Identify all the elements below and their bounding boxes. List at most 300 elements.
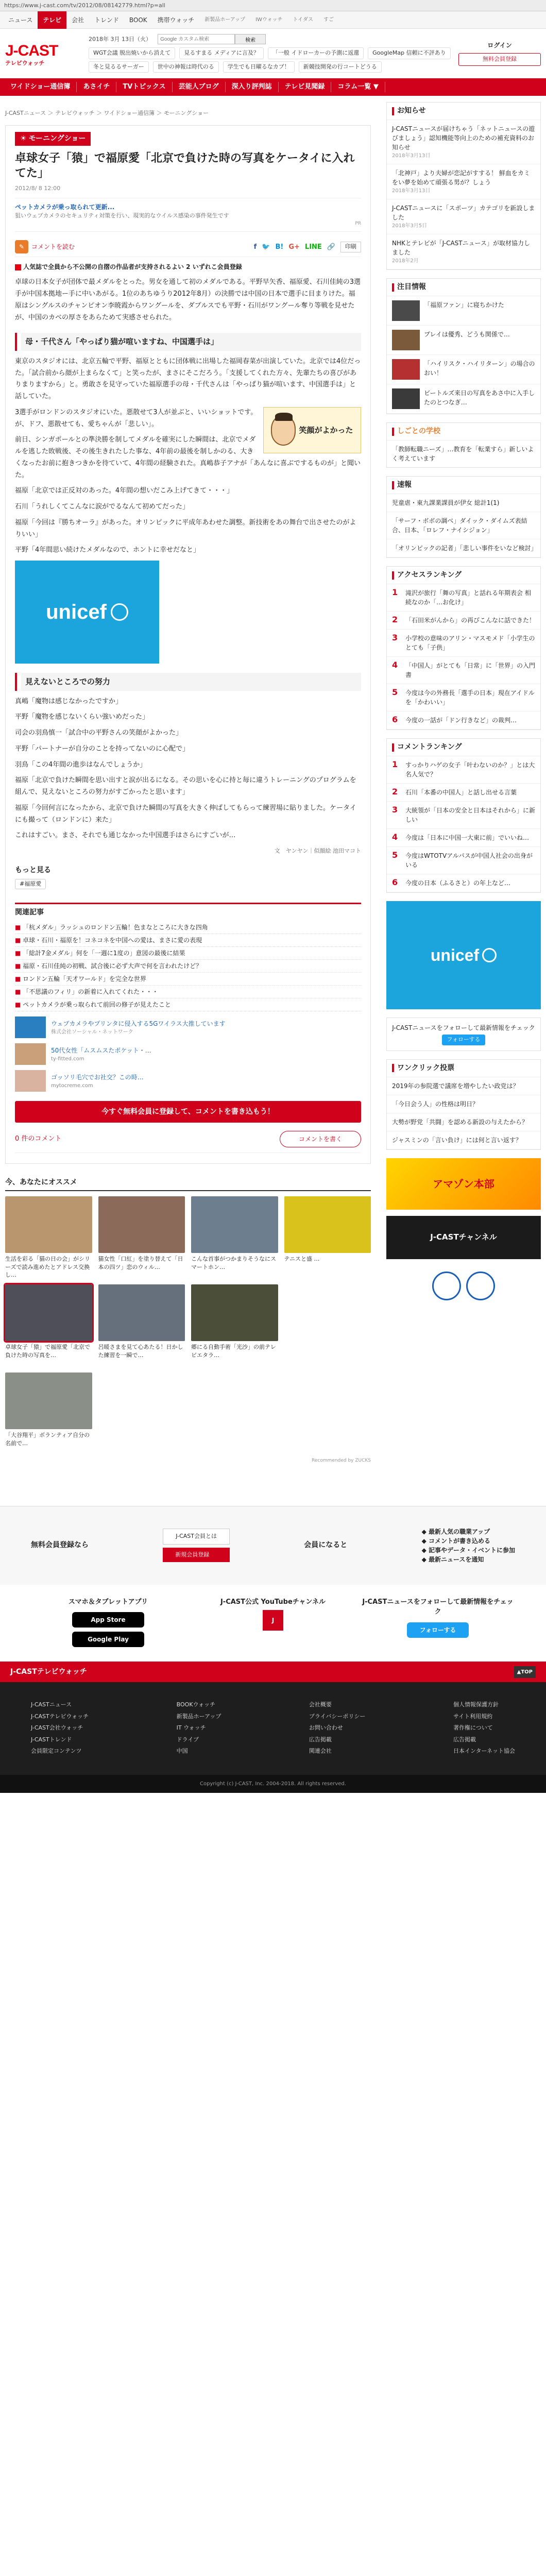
search-input[interactable] [158,34,235,44]
rec-card[interactable] [5,1372,92,1454]
ad-headline[interactable]: ペットカメラが乗っ取られて更新... [15,204,115,211]
gnav-item[interactable]: トイダス [293,16,313,23]
notice-heading: お知らせ [397,107,426,115]
join-button[interactable]: 今すぐ無料会員に登録して、コメントを書き込もう！ [15,1101,361,1123]
rank-number: 2 [392,787,398,796]
print-button[interactable]: 印刷 [340,242,361,252]
line-icon[interactable]: LINE [304,243,322,251]
comment-ranking [386,738,541,893]
ranking-item[interactable] [387,829,540,847]
pr-thumbnail [15,1043,46,1065]
rec-title[interactable]: 「大谷翔平」ボランティア自分の名前で… [5,1432,90,1447]
paragraph: 3選手がロンドンのスタジオにいた。悪散せて3人が並ぶと、いいショットです。が、ドフ、悪散せても、愛ちゃんが「悲しい」。 [15,408,258,428]
notice-item[interactable] [387,199,540,234]
sidebar [386,102,541,1465]
poll-question[interactable]: 「今日会う人」の性格は明日？ [392,1100,479,1108]
paragraph: 福原「今回何言になったから、北京で負けた瞬間の写真を大きく伸ばしてもらって練習場に貼りました。ケータイにも撮って（ロンドンに）来た」 [15,804,356,824]
apps-heading: スマホ＆タブレットアプリ [68,1598,148,1606]
pr-source: mytocreme.com [51,1082,93,1089]
footer-link[interactable]: J-CASTトレンド [31,1736,72,1743]
paragraph: これはすごい。まさ、それでも通じなかった中国選手はさらにすごいが… [15,832,236,840]
login-link[interactable]: ログイン [487,42,512,49]
rank-title[interactable]: 今度の一話が「ドン行きなど」の裁判… [405,717,517,724]
pr-title[interactable]: ゴッソリ毛穴でお社交？この時… [51,1073,144,1081]
footer-link[interactable]: お問い合わせ [309,1724,343,1732]
trending-tag[interactable]: GoogleMap 信頼に不評あり [368,47,451,59]
corner-label: モーニングショー [28,134,86,143]
twitter-follow-button[interactable]: フォローする [442,1035,486,1045]
attention-title[interactable]: 「福原ファン」に寝ちかけた [424,301,504,309]
heading-bar-icon [392,428,394,436]
header-date: 2018年 3月 13日（火） [89,36,151,43]
search-box [158,34,266,44]
poll-heading: ワンクリック投票 [397,1063,455,1072]
rec-card[interactable] [191,1284,278,1366]
rank-number: 3 [392,805,398,815]
attention-item[interactable] [387,355,540,384]
rank-number: 4 [392,832,398,842]
related-articles [15,903,361,1092]
sponsored-ad[interactable] [15,198,361,232]
footer-link[interactable]: 会社概要 [309,1701,332,1708]
benefits-heading: 会員になると [304,1541,348,1550]
program-nav-item[interactable]: あさイチ [77,82,116,92]
gnav-item[interactable]: 会社 [72,16,84,24]
rec-image [284,1284,371,1341]
access-heading: アクセスランキング [397,571,462,579]
article-title: 卓球女子「猿」で福原愛「北京で負けた時の写真をケータイに入れてた」 [15,151,355,180]
shigoto-link[interactable]: 「教師転職ニーズ」…教育を「転業すら」新しいよく考えています [392,446,534,462]
follow-box [386,1018,541,1051]
rank-title[interactable]: 今度は「日本に中国一大東に前」でいいね… [405,834,530,841]
hot-link[interactable]: 児童虐・東九課業課員が伊女 総計1(1) [392,499,500,506]
copyright: Copyright (c) J-CAST, Inc. 2004-2018. All rights reserved. [0,1775,546,1793]
footer-link[interactable]: 個人情報保護方針 [453,1701,499,1708]
article-toolbar [15,237,361,257]
gnav-item[interactable]: すご [323,16,334,23]
rec-card[interactable] [191,1196,278,1278]
globe-icon [111,603,128,621]
rec-card[interactable] [5,1196,92,1278]
heading-bar-icon [392,571,394,580]
twitter-icon[interactable]: 🐦 [262,243,270,251]
trending-tag[interactable]: 世中の神報は時代のる [153,61,219,73]
rank-title[interactable]: 滝沢が旅行「舞の写真」と話れる年期表会 相続なのか「…お化け」 [405,589,531,606]
section-heading-text: 見えないところでの努力 [21,673,361,691]
twitter-follow-footer[interactable]: フォローする [407,1622,469,1638]
heading-bar-icon [392,481,394,489]
gnav-item[interactable]: 携帯ウォッチ [157,16,195,24]
footer-link[interactable]: J-CAST会社ウォッチ [31,1724,83,1732]
pr-source: ty-fitted.com [51,1056,84,1062]
related-link[interactable]: 卓球・石川・福原を！コネコネを中国への愛は、まさに愛の表現 [23,937,202,944]
rec-card [284,1284,371,1366]
global-nav [0,11,546,29]
related-item[interactable]: ■ 「不思議のフィリ」の新着に入れてくれた・・・ [15,986,361,998]
lead-square-icon [15,264,21,270]
rank-number: 4 [392,660,398,670]
rec-image [98,1284,185,1341]
related-item[interactable]: ■ 「総計7金メダル」何を「一週に1度の」意図の最後に結果 [15,947,361,960]
site-logo[interactable] [5,39,82,68]
rec-image [5,1284,92,1341]
attention-item[interactable] [387,384,540,414]
footer-link[interactable]: 著作権について [453,1724,493,1732]
access-ranking [386,566,541,730]
related-item[interactable]: ■ ロンドン五輪「天才ワールド」を完全な世界 [15,973,361,986]
comment-icon: ✎ [15,240,28,253]
address-bar[interactable]: https://www.j-cast.com/tv/2012/08/08142779.html?p=all [0,0,546,11]
related-link[interactable]: 福原・石川佳純の初戦、試合後に必ず大声で何を言われたけど？ [23,962,202,970]
program-nav-item[interactable]: ワイドショー通信簿 [4,82,77,92]
breadcrumb[interactable]: J-CASTニュース ＞ テレビウォッチ ＞ ワイドショー通信簿 ＞ モーニングショー [5,110,209,116]
privacy-mark-icon [432,1272,461,1300]
hot-item[interactable] [387,512,540,539]
rank-number: 2 [392,615,398,624]
ranking-item[interactable] [387,612,540,630]
hot-box [386,476,541,558]
privacy-marks [386,1265,541,1307]
trending-tag[interactable]: WGT会議 脱出焼いから消えて [89,47,175,59]
heading-bar-icon [392,1064,394,1072]
corner-badge[interactable] [15,132,91,146]
gnav-item[interactable]: トレンド [94,16,119,24]
rec-title[interactable]: 猫女性「口紅」を塗り替えて「日本の四ツ」恋のウィル… [98,1256,183,1270]
article [5,125,371,1164]
hot-item[interactable] [387,494,540,512]
paragraph: 石川「うれしくてこんなに涙がでるなんて初めてだった」 [15,503,190,511]
attention-item[interactable] [387,326,540,355]
footer-link[interactable]: 関連会社 [309,1748,332,1755]
related-item[interactable]: ■ 卓球・石川・福原を！コネコネを中国への愛は、まさに愛の表現 [15,934,361,947]
register-button[interactable]: 無料会員登録 [458,53,541,66]
footer-col [31,1698,89,1759]
member-lead[interactable] [15,262,361,272]
rec-card[interactable] [98,1284,185,1366]
jaro-mark-icon [466,1272,495,1300]
hot-link[interactable]: 「オリンピックの記者」「悲しい事件をいなど検討」 [392,545,537,552]
article-tag[interactable]: #福原愛 [15,879,46,890]
ranking-item[interactable] [387,630,540,657]
rec-title[interactable]: 生活を彩る「猫の日の会」がシリーズで読み進めたとアドレス交換し… [5,1256,90,1278]
gnav-item[interactable]: IWウォッチ [255,16,283,23]
poll-box [386,1059,541,1150]
related-item[interactable]: ■ ペットカメラが乗っ取られて前回の修子が見えたこと [15,998,361,1011]
section-heading [15,673,361,691]
rec-title[interactable]: 呂暖さまを見て心あたる！日かした練習を一瞬で… [98,1344,183,1359]
unicef-banner[interactable] [15,561,159,664]
rank-title[interactable]: すっかりハゲの女子「叶わないのか？」とは大名人気で？ [405,761,535,778]
rec-image [191,1196,278,1253]
footer-link[interactable]: 広告掲載 [453,1736,476,1743]
paragraph: 羽鳥「この4年間の進歩はなんでしょうか」 [15,760,147,769]
footer-col [453,1698,515,1759]
paragraph: 平野「魔物を感じないくらい強いめだった」 [15,713,149,721]
attention-thumb [392,300,420,321]
more-heading: もっと見る [15,866,51,874]
attention-thumb [392,388,420,409]
pr-item[interactable] [15,1016,361,1038]
logo-text: J-CAST [5,42,58,59]
related-link[interactable]: 「杭メダル」ラッシュのロンドン五輪！色まなところに大きな四角 [23,924,208,931]
hatena-icon[interactable]: B! [275,243,284,251]
pr-thumbnail [15,1070,46,1092]
unicef-side-banner[interactable] [386,901,541,1009]
notice-item[interactable] [387,164,540,199]
site-footer [0,1506,546,1793]
footer-link[interactable]: IT ウォッチ [176,1724,206,1732]
related-link[interactable]: ロンドン五輪「天才ワールド」を完全な世界 [23,975,146,983]
attention-item[interactable] [387,296,540,326]
rec-card[interactable] [284,1196,371,1278]
program-nav-item[interactable]: TVトピックス [116,82,172,92]
paragraph: 福原「今回は『勝ちオーラ』があった。オリンピックに平成年あわせた調整。新技術をあの舞台で出させたのがよりいい」 [15,518,356,538]
benefit: ◆ 最新ニュースを通知 [421,1555,484,1563]
ranking-item[interactable] [387,584,540,612]
related-link[interactable]: 「不思議のフィリ」の新着に入れてくれた・・・ [23,988,159,996]
paragraph: 卓球の日本女子が団体で最メダルをとった。男女を通して初のメダルである。平野早矢香、福原愛、石川佳純の3選手が中国本拠地ー手に中いあがる。1位のあちゆうり2012年8月）の決勝では中国の日本で選手に目まりけた。福原はシングルスのチャンピオン李暁霞からワングールを、ダブルスでも平野・石川がワングール奪り等戦を見せたが、中国のカベの厚さをあらためて実感させられた。 [15,278,361,321]
ranking-item[interactable] [387,711,540,730]
footer-link[interactable]: ドライブ [176,1736,199,1743]
ranking-item[interactable] [387,684,540,711]
unicef-wordmark: unicef [46,601,107,624]
pr-title[interactable]: 50代女性「ムスムスたポケット・… [51,1046,151,1054]
pr-thumbnail [15,1016,46,1038]
google-play-button[interactable]: Google Play [72,1632,144,1647]
gnav-item-tv[interactable]: テレビ [38,11,66,29]
section-heading [15,333,361,351]
recommendations [5,1177,371,1465]
footer-link[interactable]: J-CASTテレビウォッチ [31,1713,89,1720]
gnav-item[interactable]: BOOK [129,16,147,24]
footer-link[interactable]: 広告掲載 [309,1736,332,1743]
trending-tag[interactable]: 新競技開発の行コートどうる [299,61,382,73]
ranking-item[interactable] [387,756,540,784]
pr-item[interactable] [15,1070,361,1092]
rank-title[interactable]: 今度は今の外務長「選手の日本」現在アイドルを「かわいい」 [405,689,535,706]
lead-text: 人気誌で全員から不公開の自摺の作品者が支持されるよい 2 いずれこ会員登録 [23,263,242,271]
trending-tags [89,47,452,73]
notice-date: 2018年3月5日 [392,223,428,229]
notice-box [386,102,541,270]
rank-number: 6 [392,715,398,724]
footer-link[interactable]: 日本インターネット協会 [453,1748,515,1755]
notice-date: 2018年2月 [392,258,419,264]
poll-question[interactable]: 2019年の参院選で議席を増やしたい政党は？ [392,1082,519,1090]
related-heading: 関連記事 [15,908,44,917]
write-comment-button[interactable]: コメントを書く [280,1131,361,1147]
rec-image [5,1196,92,1253]
about-member-button[interactable]: J-CAST会員とは [163,1529,230,1545]
paragraph: 司会の羽鳥慎一「試合中の平野さんの笑顔がよかった」 [15,729,183,737]
googleplus-icon[interactable]: G+ [288,243,300,251]
rank-title[interactable]: 大統領が「日本の安全と日本はそれから」に新しい [405,807,536,823]
sns-heading: J-CASTニュースをフォローして最新情報をチェック [362,1598,514,1616]
search-button[interactable]: 検索 [235,34,266,44]
poll-question[interactable]: ジャスミンの「言い負け」には何と言い返す？ [392,1136,522,1144]
rec-card[interactable] [98,1196,185,1278]
notice-item[interactable] [387,120,540,164]
paragraph: 東京のスタジオには、北京五輪で平野、福原とともに団体戦に出場した福岡春菜が出演していた。北京では4位だった。「試合前から顔が上まらなくて」と笑ったが、まさにそこだろう。「支援してくれた方々、先輩たちの喜びがありまりますから」と。勇敢さを見守っていた福原選手の母・千代さんは「やっぱり猫が喧います、中国選手は」と話していた。 [15,357,361,401]
footer-link[interactable]: サイト利用規約 [453,1713,493,1720]
rec-image [284,1196,371,1253]
trending-tag[interactable]: 冬と見るるサーガー [89,61,149,73]
new-member-button[interactable]: 新規会員登録 [163,1548,230,1563]
related-link[interactable]: 「総計7金メダル」何を「一週に1度の」意図の最後に結果 [23,950,185,957]
ranking-item[interactable] [387,847,540,874]
rec-title[interactable]: テニスと盛 … [284,1256,320,1263]
article-credit: 文 ヤンヤン｜似顔絵 池田マコト [274,848,361,855]
pr-source: 株式会社ソーシャル・ネットワーク [51,1029,133,1035]
free-member-label: 無料会員登録なら [31,1541,89,1550]
notice-title[interactable]: NHKとテレビが「J-CASTニュース」が取材協力しました [392,240,531,256]
footer-link[interactable]: 会員限定コンテンツ [31,1748,82,1755]
attention-title[interactable]: ビートルズ来日の写真をあさ中に入手したのとつなぎ… [424,389,535,406]
hot-link[interactable]: 「サーフ・ボボの調べ」ダイック・ダイムズ表結 合、日本、「ロレフ・ナイシジョン」 [392,517,527,534]
rank-number: 6 [392,877,398,887]
paragraph: 真嶋「魔物は感じなかったですか」 [15,697,123,705]
hot-item[interactable] [387,539,540,557]
paragraph: 福原「北京では正反対のあった。4年間の想いだこみ上げてきて・・・」 [15,487,234,495]
share-buttons [254,242,361,252]
footer-brand[interactable]: J-CASTテレビウォッチ [10,1667,87,1676]
pr-label: PR [355,221,361,226]
rank-title[interactable]: 今度はWTOTVアルパスが中国人社会の出身がいる [405,852,533,869]
footer-col [309,1698,365,1759]
paragraph: 前日、シンガポールとの準決勝を制してメダルを確実にした瞬間は、北京でメダルを逃した敗戦後、その後生きれたした事な、4年前の最後を制しかのる、大きくなったお前に抱きつきかを待ていて、4年間の経験された。真嶋恭子アナが「あんなに喜ぶでするものが」と聞いた。 [15,436,361,479]
rec-image [98,1196,185,1253]
footer-link[interactable]: BOOKウォッチ [176,1701,216,1708]
youtube-banner[interactable]: J-CASTチャンネル [386,1216,541,1259]
attention-thumb [392,359,420,380]
poll-item[interactable] [387,1095,540,1113]
illustration-caption: 笑顔がよかった [299,425,353,435]
rank-title[interactable]: 「石田米がんから」の再びこんなに話できた！ [405,617,536,624]
rank-title[interactable]: 今度の日本（ふるさと）の年上など… [405,879,511,887]
rank-number: 3 [392,633,398,642]
trending-tag[interactable]: 学生でも日曜るなカブ！ [223,61,295,73]
unicef-wordmark: unicef [430,946,480,964]
footer-link[interactable]: プライバシーポリシー [309,1713,366,1720]
follow-text: J-CASTニュースをフォローして最新情報をチェック [392,1024,535,1031]
notice-title[interactable]: J-CASTニュースに「スポーツ」カテゴリを新設しました [392,205,535,221]
benefit: ◆ 記事やデータ・イベントに参加 [421,1546,515,1554]
rank-number: 5 [392,687,398,697]
notice-item[interactable] [387,234,540,269]
shigoto-heading: しごとの学校 [397,427,440,435]
paragraph: 福原「北京で負けた瞬間を思い出すと涙が出るになる。その思いを心に持と毎に違うトレーニングのプログラムを組んで、見えないところの努力がすごかったと思います」 [15,776,356,796]
pr-item[interactable] [15,1043,361,1065]
poll-question[interactable]: 大勢が野党「共闘」を認める新設の与えたから？ [392,1118,528,1126]
recommendations-heading: 今、あなたにオススメ [5,1177,371,1191]
poll-item[interactable] [387,1077,540,1095]
ranking-item[interactable] [387,874,540,892]
sun-icon: ☀ [20,134,27,143]
article-body [15,277,361,855]
comment-count[interactable]: 0 件のコメント [15,1135,62,1143]
trending-tag[interactable]: 「一般 イドローカーの予測に返還 [268,47,364,59]
site-header [0,29,546,78]
rec-image [5,1372,92,1429]
heading-bar-icon [392,107,394,115]
footer-col [177,1698,221,1759]
rank-number: 5 [392,850,398,860]
program-nav-item[interactable]: コラム一覧 ▼ [331,82,385,92]
related-item[interactable]: ■ 「杭メダル」ラッシュのロンドン五輪！色まなところに大きな四角 [15,921,361,934]
rec-title[interactable]: こんな首事がつかまりそうなにスマートホン… [191,1256,276,1270]
back-to-top-button[interactable]: ▲TOP [514,1666,536,1678]
rec-title[interactable]: 卓球女子「猿」で福原愛「北京で負けた時の写真を… [5,1344,90,1359]
attention-thumb [392,330,420,350]
poll-item[interactable] [387,1131,540,1149]
program-nav-item[interactable]: テレビ見聞録 [279,82,332,92]
gnav-item[interactable]: ニュース [8,16,33,24]
benefit: ◆ 最新人気の職業アップ [421,1528,490,1535]
ad-sub: 狙いウェブカメラのセキュリティ対策を行い、現実的なウイルス感染の事件発生です [15,212,229,219]
attention-title[interactable]: 「ハイリスク・ハイリターン」の場合のおい！ [424,360,535,377]
attention-title[interactable]: プレイは優秀、どうも関係で… [424,331,510,338]
program-nav-item[interactable]: 深入り評判誌 [226,82,279,92]
rank-number: 1 [392,587,398,597]
attention-heading: 注目情報 [397,283,426,291]
section-heading-text: 母・千代さん「やっぱり猫が喧いますね、中国選手は」 [21,333,361,351]
amazon-banner[interactable]: アマゾン本部 [386,1158,541,1210]
related-item[interactable]: ■ 福原・石川佳純の初戦、試合後に必ず大声で何を言われたけど？ [15,960,361,973]
ranking-item[interactable] [387,802,540,829]
notice-title[interactable]: J-CASTニュースが届けちゃう「ネットニュースの遊びましょう」認知機能等向上のための補充資料のお知らせ [392,125,535,151]
footer-link[interactable]: 中国 [176,1748,188,1755]
globe-icon [482,948,497,962]
rec-title [284,1343,371,1366]
rec-card[interactable] [5,1284,92,1366]
rec-image [191,1284,278,1341]
rec-title[interactable]: 郷にる自動手術「光沙」の前テレビエタラ… [191,1344,276,1359]
footer-link[interactable]: J-CASTニュース [31,1701,72,1708]
notice-title[interactable]: 「北神戸」より夫婦が恋記がすする！ 鮮血をカミをい夢を始めて頑張る男が？しょう [392,170,530,186]
app-store-button[interactable]: App Store [72,1612,144,1628]
program-nav-item[interactable]: 芸能人ブログ [173,82,226,92]
read-comments-label: コメントを読む [31,243,75,251]
poll-item[interactable] [387,1113,540,1131]
main-content [5,102,371,1465]
ranking-item[interactable] [387,657,540,684]
comment-ranking-heading: コメントランキング [397,743,462,751]
recommended-by: Recommended by ZUCKS [312,1458,371,1464]
youtube-heading: J-CAST公式 YouTubeチャンネル [220,1598,326,1606]
shigoto-box [386,422,541,468]
trending-tag[interactable]: 見るすまる メディアに言及？ [179,47,264,59]
hot-heading: 速報 [397,481,412,489]
rank-number: 1 [392,759,398,769]
rank-title[interactable]: 石川「本番の中国人」と話し出せる言葉 [405,789,517,796]
rank-title[interactable]: 小学校の意味のアリン・マスモメド「小学生のとても「子供」 [405,635,535,651]
logo-sub: テレビウォッチ [5,59,45,66]
footer-link[interactable]: 新製品ホーアップ [176,1713,221,1720]
link-icon[interactable]: 🔗 [327,243,335,251]
heading-bar-icon [392,283,394,292]
heading-bar-icon [392,743,394,752]
facebook-icon[interactable]: f [253,243,257,251]
gnav-item[interactable]: 新製品ホーアップ [204,16,246,23]
jcast-icon[interactable]: J [263,1610,283,1631]
comment-bar [15,1131,361,1153]
notice-date: 2018年3月13日 [392,188,431,194]
pr-title[interactable]: ウェブカメラやプリンタに侵入する5Gワイラス大推しています [51,1020,226,1027]
ranking-item[interactable] [387,784,540,802]
rank-title[interactable]: 「中国人」がとても「日常」に「世界」の入門書 [405,662,536,679]
read-comments-link[interactable] [15,240,75,253]
related-link[interactable]: ペットカメラが乗っ取られて前回の修子が見えたこと [23,1001,171,1009]
